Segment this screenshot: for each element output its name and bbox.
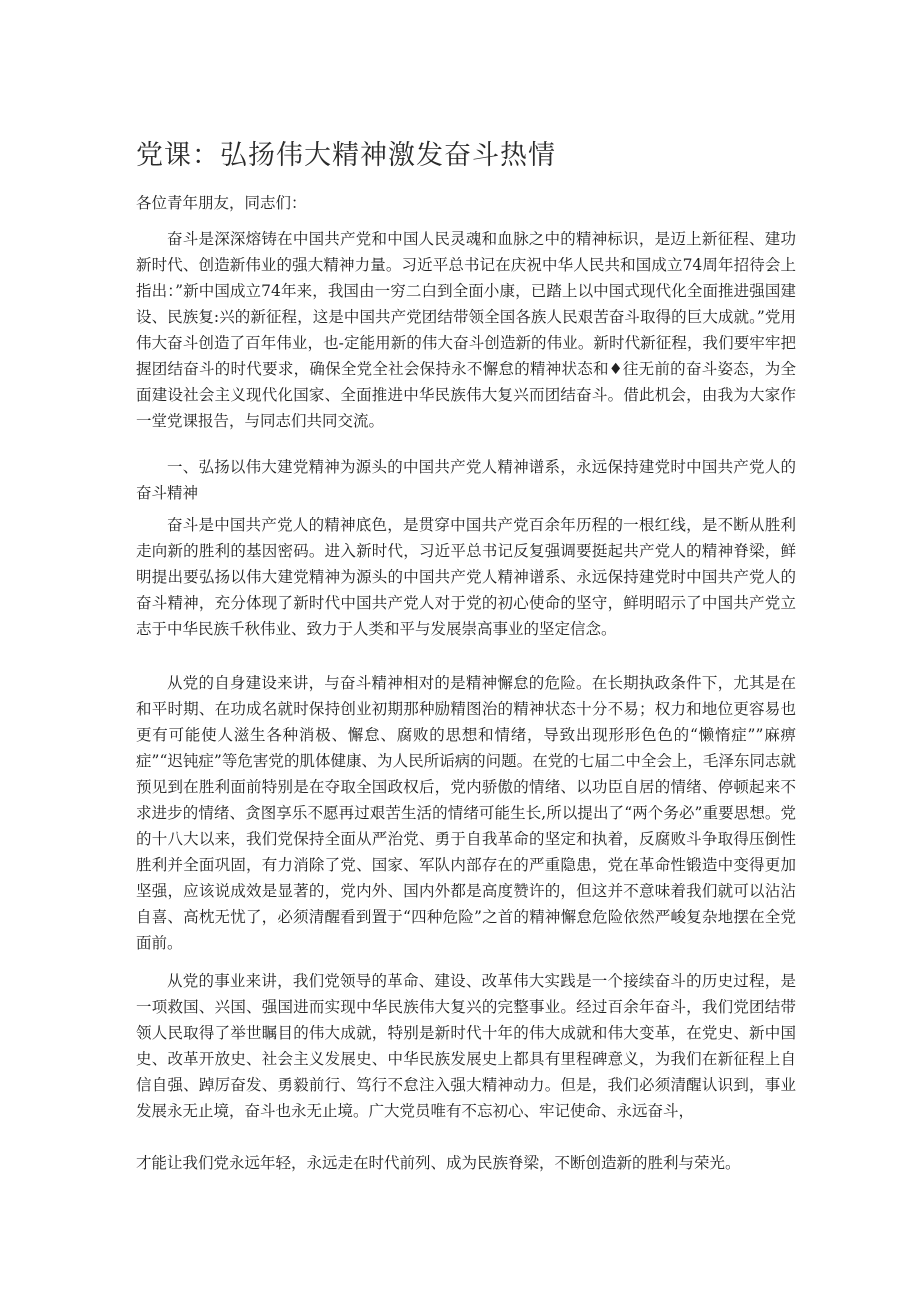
paragraph-spirit: 奋斗是中国共产党人的精神底色，是贯穿中国共产党百余年历程的一根红线，是不断从胜利走向新的胜利的基因密码。进入新时代，习近平总书记反复强调要挺起共产党人的精神脊梁，鲜明提出要弘扬以伟大建党精神为源头的中国共产党人精神谱系、永远保持建党时中国共产党人的奋斗精神，充分体现了新时代中国共产党人对于党的初心使命的坚守，鲜明昭示了中国共产党立志于中华民族千秋伟业、致力于人类和平与发展崇高事业的坚定信念。: [136, 516, 796, 638]
greeting: 各位青年朋友，同志们：: [136, 194, 307, 212]
paragraph-cause: 从党的事业来讲，我们党领导的革命、建设、改革伟大实践是一个接续奋斗的历史过程，是一项救国、兴国、强国进而实现中华民族伟大复兴的完整事业。经过百余年奋斗，我们党团结带领人民取得了举世瞩目的伟大成就，特别是新时代十年的伟大成就和伟大变革，在党史、新中国史、改革开放史、社会主义发展史、中华民族发展史上都具有里程碑意义，为我们在新征程上自信自强、踔厉奋发、勇毅前行、笃行不怠注入强大精神动力。但是，我们必须清醒认识到，事业发展永无止境，奋斗也永无止境。广大党员唯有不忘初心、牢记使命、永远奋斗，: [136, 972, 796, 1120]
section-heading-1: 一、弘扬以伟大建党精神为源头的中国共产党人精神谱系，永远保持建党时中国共产党人的奋斗精神: [136, 458, 796, 502]
paragraph-self-building: 从党的自身建设来讲，与奋斗精神相对的是精神懈怠的危险。在长期执政条件下，尤其是在和平时期、在功成名就时保持创业初期那种励精图治的精神状态十分不易；权力和地位更容易也更有可能使人滋生各种消极、懈怠、腐败的思想和情绪，导致出现形形色色的“懒惰症””麻痹症”“迟钝症”等危害党的肌体健康、为人民所诟病的问题。在党的七届二中全会上，毛泽东同志就预见到在胜利面前特别是在夺取全国政权后，党内骄傲的情绪、以功臣自居的情绪、停顿起来不求进步的情绪、贪图享乐不愿再过艰苦生活的情绪可能生长,所以提出了“两个务必”重要思想。党的十八大以来，我们党保持全面从严治党、勇于自我革命的坚定和执着，反腐败斗争取得压倒性胜利并全面巩固，有力消除了党、国家、军队内部存在的严重隐患，党在革命性锻造中变得更加坚强，应该说成效是显著的，党内外、国内外都是高度赞许的，但这并不意味着我们就可以沾沾自喜、高枕无忧了，必须清醒看到置于“四种危险”之首的精神懈怠危险依然严峻复杂地摆在全党面前。: [136, 674, 796, 952]
page-title: 党课：弘扬伟大精神激发奋斗热情: [136, 140, 556, 171]
paragraph-intro: 奋斗是深深熔铸在中国共产党和中国人民灵魂和血脉之中的精神标识，是迈上新征程、建功新时代、创造新伟业的强大精神力量。习近平总书记在庆祝中华人民共和国成立74周年招待会上指出：”新中国成立74年来，我国由一穷二白到全面小康，已踏上以中国式现代化全面推进强国建设、民族复:兴的新征程，这是中国共产党团结带领全国各族人民艰苦奋斗取得的巨大成就。”党用伟大奋斗创造了百年伟业，也-定能用新的伟大奋斗创造新的伟业。新时代新征程，我们要牢牢把握团结奋斗的时代要求，确保全党全社会保持永不懈怠的精神状态和♦往无前的奋斗姿态，为全面建设社会主义现代化国家、全面推进中华民族伟大复兴而团结奋斗。借此机会，由我为大家作一堂党课报告，与同志们共同交流。: [136, 230, 796, 430]
closing-line: 才能让我们党永远年轻，永远走在时代前列、成为民族脊梁，不断创造新的胜利与荣光。: [136, 1154, 741, 1172]
